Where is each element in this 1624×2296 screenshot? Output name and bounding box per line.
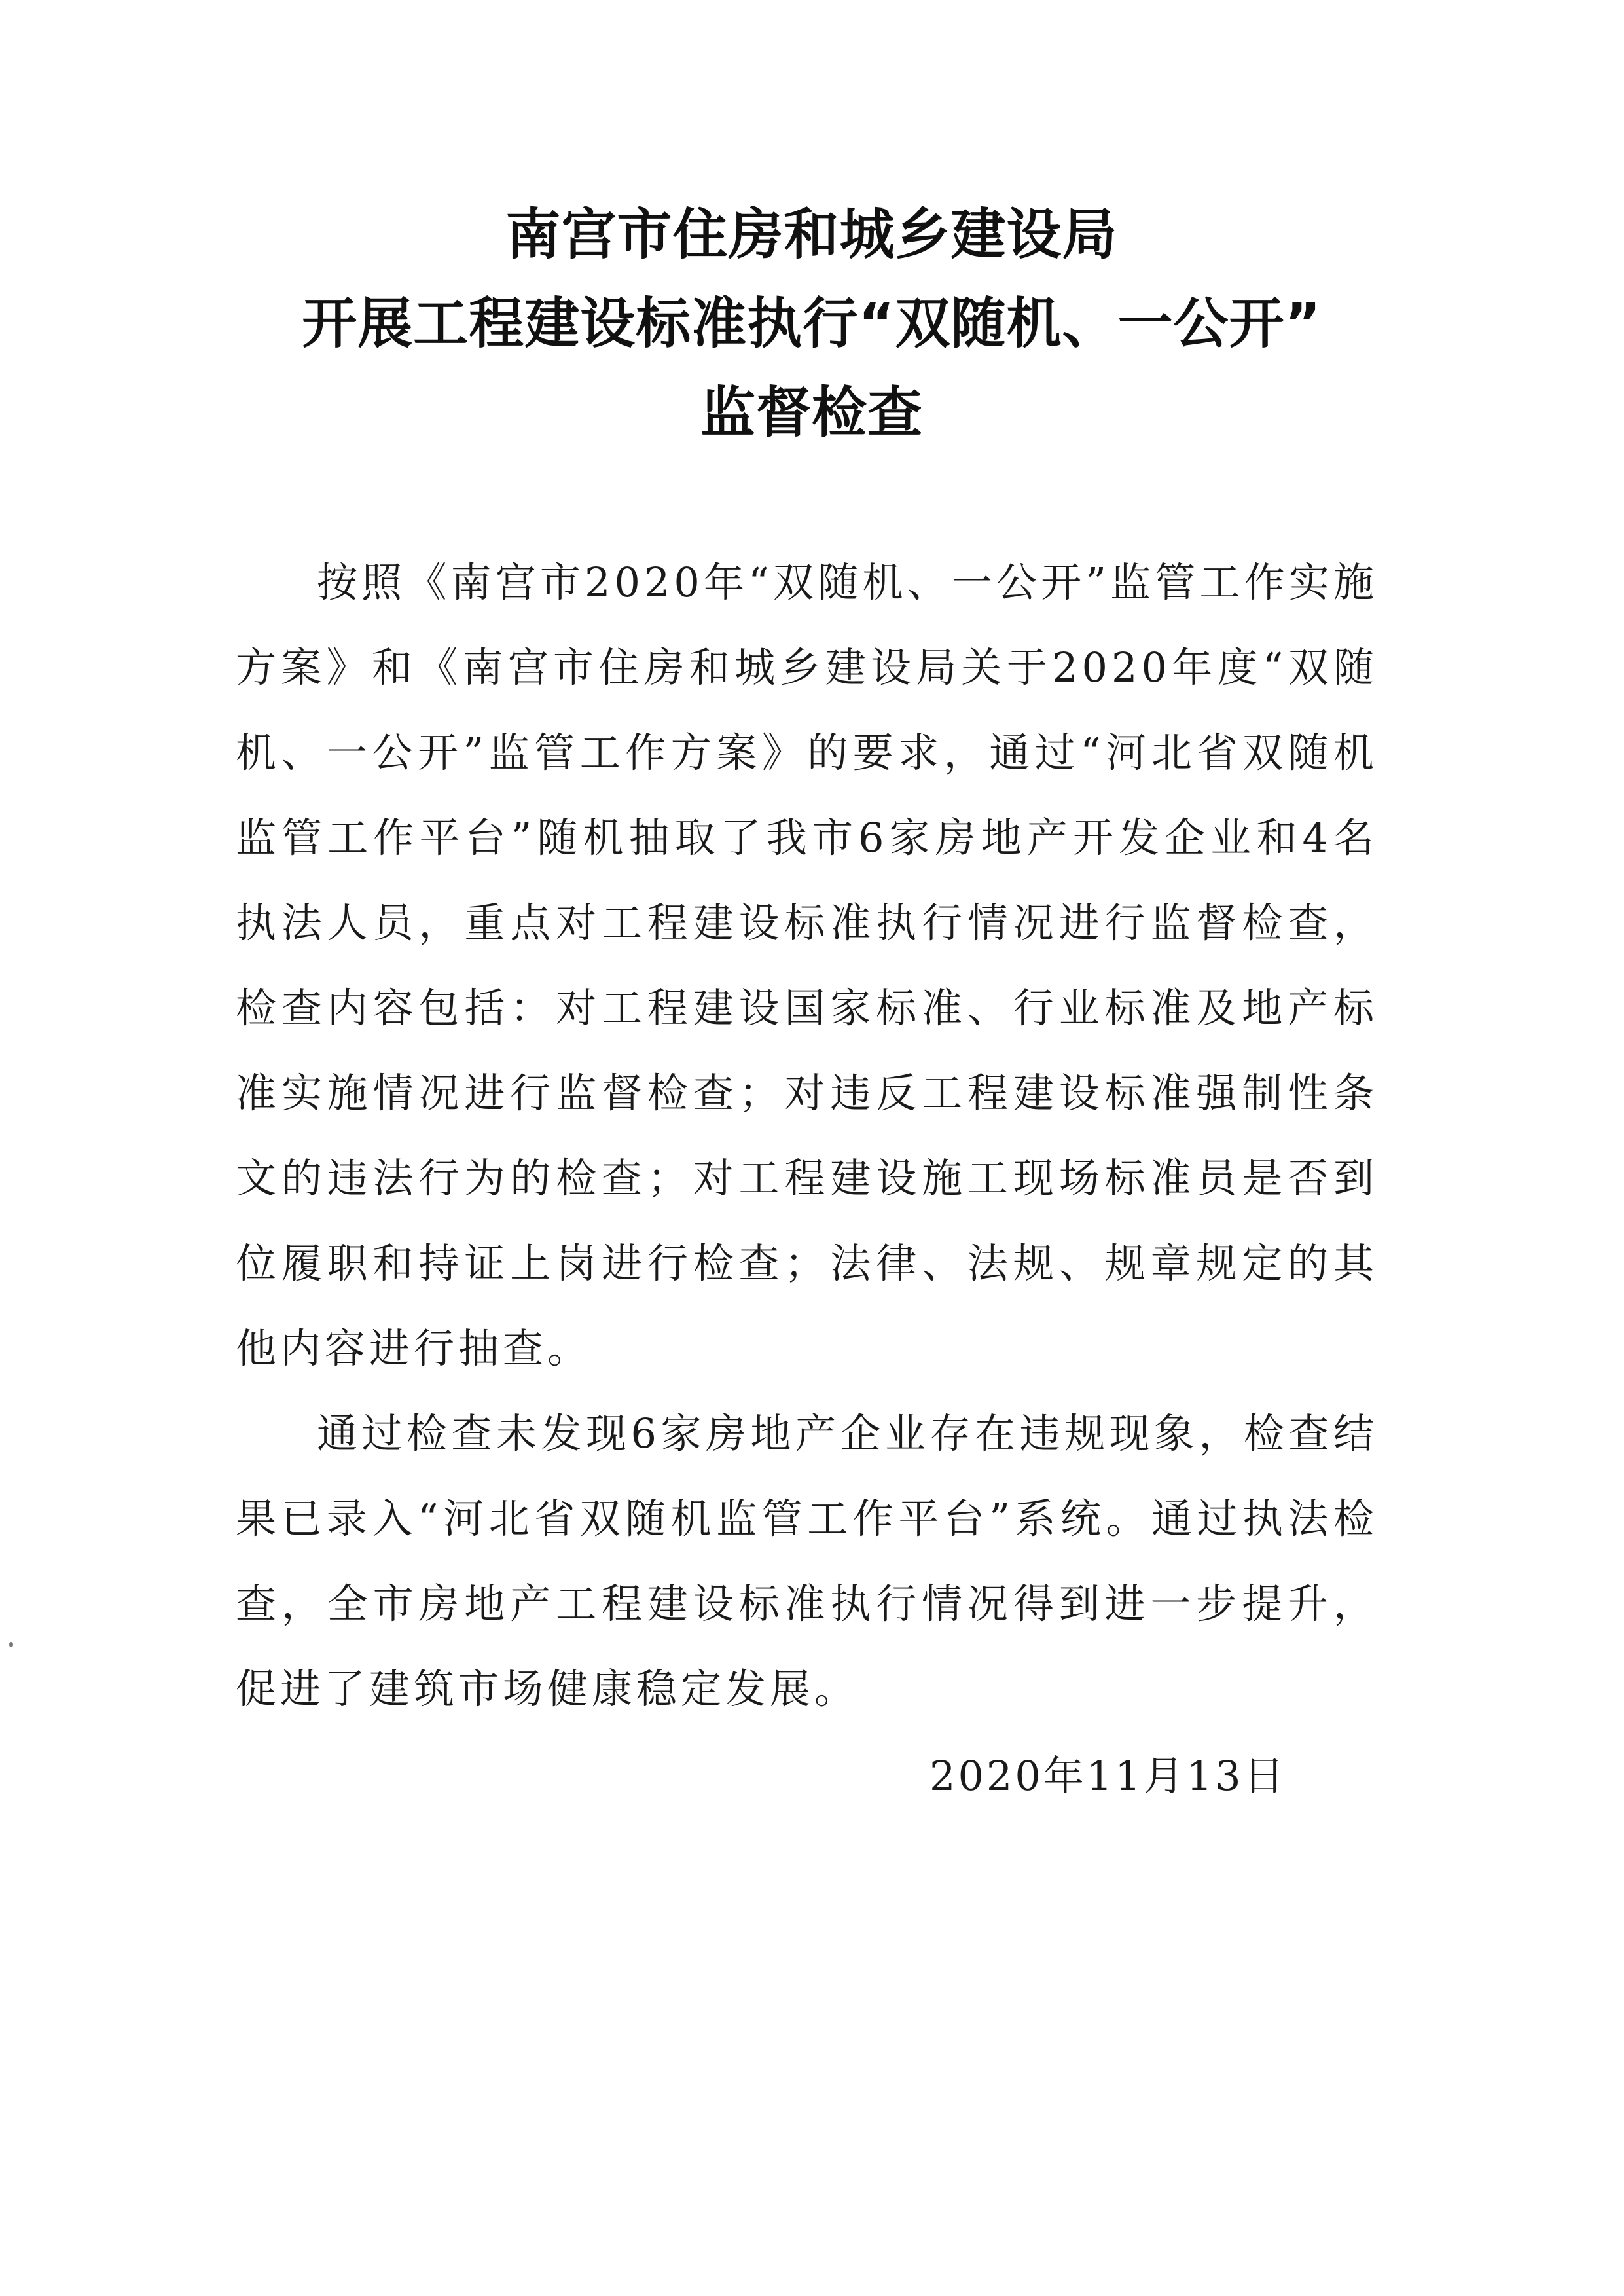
title-line-3: 监督检查 [700,380,923,445]
document-title [196,190,1427,457]
title-line-1: 南宫市住房和城乡建设局 [505,202,1118,266]
paragraph-inspection-details: 按照《南宫市2020年“双随机、一公开”监管工作实施方案》和《南宫市住房和城乡建设局关于2020年度“双随机、一公开”监管工作方案》的要求，通过“河北省双随机监管工作平台”随机抽取了我市6家房地产开发企业和4名执法人员，重点对工程建设标准执行情况进行监督检查，检查内容包括：对工程建设国家标准、行业标准及地产标准实施情况进行监督检查；对违反工程建设标准强制性条文的违法行为的检查；对工程建设施工现场标准员是否到位履职和持证上岗进行检查；法律、法规、规章规定的其他内容进行抽查。 [236,558,1378,1372]
document-body [236,540,1378,1732]
title-line-2: 开展工程建设标准执行“双随机、一公开” [302,291,1322,355]
document-date: 2020年11月13日 [929,1752,1287,1800]
scan-speck [9,1642,13,1647]
paragraph-inspection-result: 通过检查未发现6家房地产企业存在违规现象，检查结果已录入“河北省双随机监管工作平台”系统。通过执法检查，全市房地产工程建设标准执行情况得到进一步提升，促进了建筑市场健康稳定发展。 [236,1410,1378,1713]
